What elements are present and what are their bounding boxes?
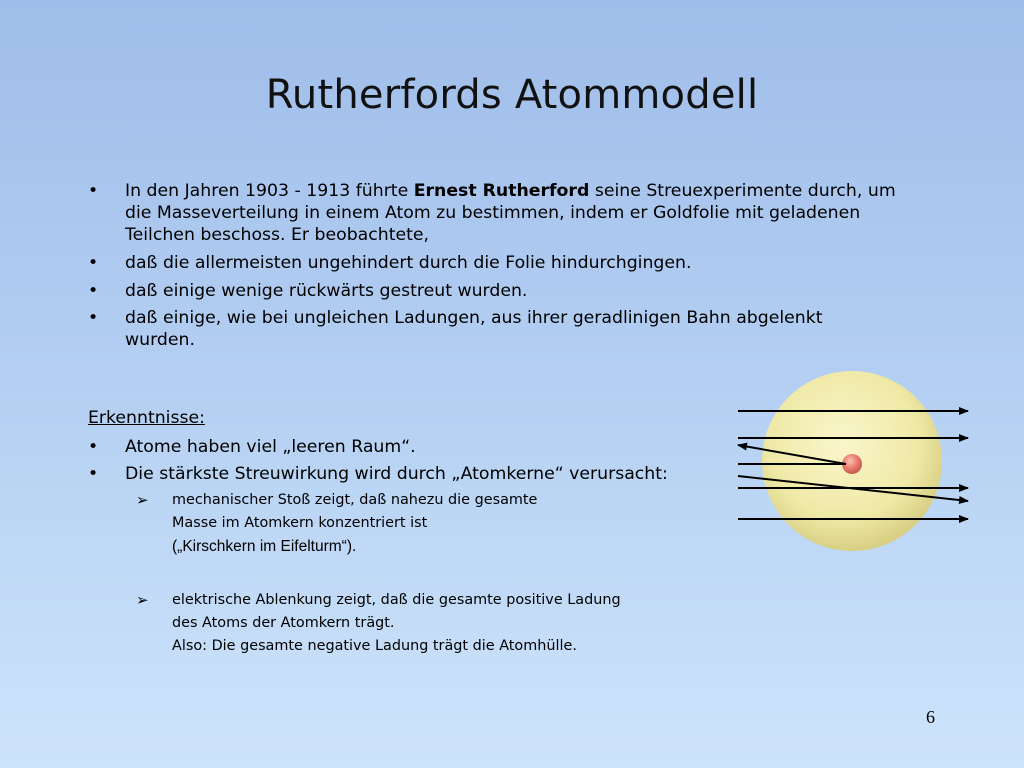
- bullet-marker: •: [88, 464, 99, 484]
- sub-bullet-item: [136, 489, 696, 559]
- bullet-text: daß einige, wie bei ungleichen Ladungen, aus ihrer geradlinigen Bahn abgelenkt: [125, 308, 823, 328]
- bullet-text: Die stärkste Streuwirkung wird durch „Atomkerne“ verursacht:: [125, 464, 668, 484]
- sub-bullet-item: [136, 589, 696, 659]
- sub-bullet-text: Also: Die gesamte negative Ladung trägt die Atomhülle.: [172, 638, 577, 654]
- page-number: 6: [926, 707, 935, 727]
- sub-bullet-text: elektrische Ablenkung zeigt, daß die gesamte positive Ladung: [172, 592, 621, 608]
- bullet-item: [88, 307, 948, 351]
- sub-bullet-text: („Kirschkern im Eifelturm“).: [172, 538, 357, 555]
- slide-title: Rutherfords Atommodell: [265, 72, 759, 118]
- sub-bullet-text: mechanischer Stoß zeigt, daß nahezu die gesamte: [172, 492, 538, 508]
- bullet-text: die Masseverteilung in einem Atom zu bestimmen, indem er Goldfolie mit geladenen: [125, 203, 861, 223]
- bullet-text: Atome haben viel „leeren Raum“.: [125, 437, 416, 457]
- bullet-marker: •: [88, 437, 99, 457]
- bullet-marker: •: [88, 308, 99, 328]
- arrow-bullet-icon: ➢: [136, 491, 149, 509]
- bullet-text: seine Streuexperimente durch, um: [589, 181, 896, 201]
- scattering-diagram: [730, 368, 980, 558]
- bullet-text: Teilchen beschoss. Er beobachtete,: [125, 225, 430, 245]
- findings-heading: Erkenntnisse:: [88, 408, 205, 428]
- arrow-bullet-icon: ➢: [136, 591, 149, 609]
- bullet-marker: •: [88, 181, 99, 201]
- bullet-text: wurden.: [125, 330, 195, 350]
- bullet-text: daß einige wenige rückwärts gestreut wurden.: [125, 281, 528, 301]
- bullet-item: [88, 280, 948, 302]
- bullet-marker: •: [88, 253, 99, 273]
- bullet-text: daß die allermeisten ungehindert durch die Folie hindurchgingen.: [125, 253, 692, 273]
- bullet-text-bold: Ernest Rutherford: [413, 181, 590, 201]
- bullet-item: [88, 180, 948, 246]
- bullet-item: [88, 252, 948, 274]
- bullet-text: In den Jahren 1903 - 1913 führte: [125, 181, 414, 201]
- bullet-marker: •: [88, 281, 99, 301]
- sub-bullet-text: des Atoms der Atomkern trägt.: [172, 615, 395, 631]
- sub-bullet-text: Masse im Atomkern konzentriert ist: [172, 515, 428, 531]
